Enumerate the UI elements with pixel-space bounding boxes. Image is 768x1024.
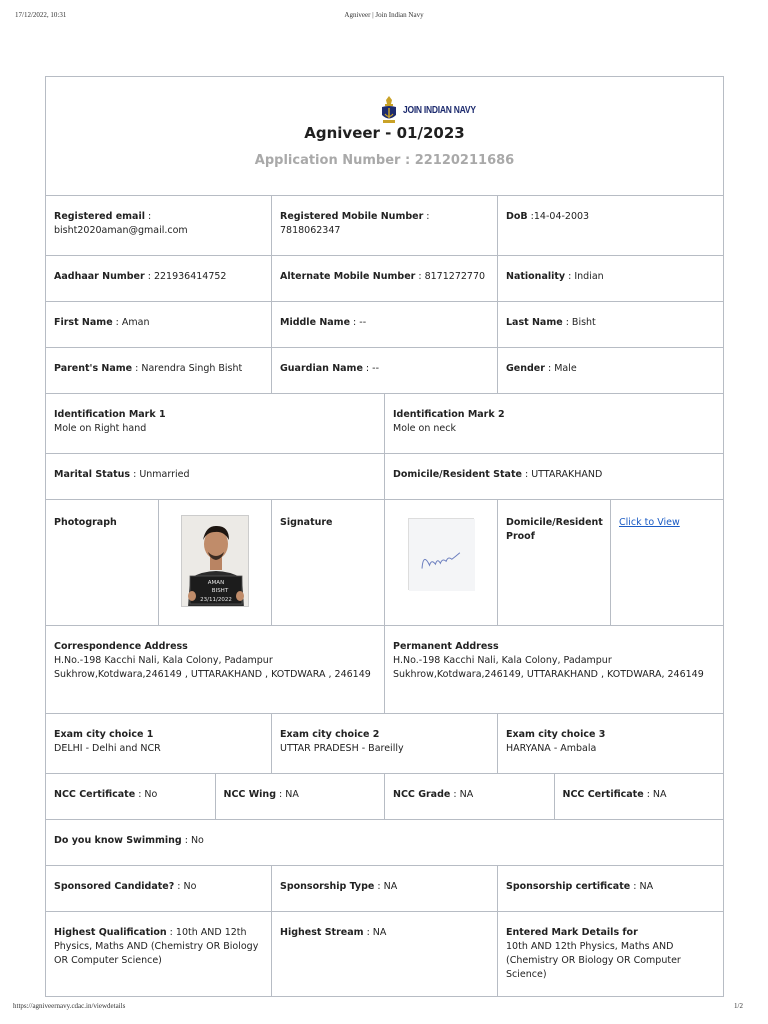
row-identity [46, 256, 723, 302]
field-registered-email: Registered email : bisht2020aman@gmail.com [46, 196, 272, 255]
signature-image [409, 519, 475, 591]
svg-text:BISHT: BISHT [211, 588, 229, 594]
row-photo-signature [46, 500, 723, 626]
photograph [159, 500, 272, 625]
field-swimming: Do you know Swimming : No [54, 835, 204, 846]
row-addresses [46, 626, 723, 714]
field-registered-mobile: Registered Mobile Number : 7818062347 [272, 196, 498, 255]
field-parent-name: Parent's Name : Narendra Singh Bisht [46, 348, 272, 393]
field-signature-label: Signature [272, 500, 385, 625]
row-identification-marks [46, 394, 723, 454]
row-contact [46, 196, 723, 256]
application-number: Application Number : 22120211686 [254, 153, 515, 168]
page-title: Agniveer - 01/2023 [304, 124, 465, 142]
field-first-name: First Name : Aman [46, 302, 272, 347]
candidate-photo-image [182, 516, 249, 607]
print-header [0, 11, 768, 23]
print-datetime: 17/12/2022, 10:31 [15, 11, 67, 19]
field-dob: DoB :14-04-2003 [506, 211, 590, 222]
row-swimming [46, 820, 723, 866]
click-to-view-link[interactable]: Click to View [619, 517, 680, 528]
candidate-photo [181, 515, 249, 607]
field-aadhaar: Aadhaar Number : 221936414752 [46, 256, 272, 301]
navy-crest-icon [379, 95, 399, 125]
field-correspondence-address: Correspondence Address H.No.-198 Kacchi Nali, Kala Colony, Padampur Sukhrow,Kotdwara,246149 , UTTARAKHAND , KOTDWARA , 246149 [46, 626, 385, 713]
print-url: https://agniveernavy.cdac.in/viewdetails [13, 1002, 126, 1010]
field-alt-mobile: Alternate Mobile Number : 8171272770 [272, 256, 498, 301]
field-highest-qualification: Highest Qualification : 10th AND 12th Physics, Maths AND (Chemistry OR Biology OR Computer Science) [46, 912, 272, 996]
print-footer [0, 1002, 768, 1014]
logo-text: JOIN INDIAN NAVY [403, 104, 476, 116]
field-sponsorship-type: Sponsorship Type : NA [272, 866, 498, 911]
svg-text:AMAN: AMAN [207, 580, 225, 586]
field-exam-city-3: Exam city choice 3 HARYANA - Ambala [506, 729, 606, 754]
field-last-name: Last Name : Bisht [506, 317, 596, 328]
row-sponsorship [46, 866, 723, 912]
field-gender: Gender : Male [506, 363, 577, 374]
print-doc-title: Agniveer | Join Indian Navy [344, 11, 424, 19]
field-ncc-certificate: NCC Certificate : No [46, 774, 216, 819]
row-ncc [46, 774, 723, 820]
domicile-proof [611, 500, 722, 625]
row-marital-domicile [46, 454, 723, 500]
field-exam-city-1: Exam city choice 1 DELHI - Delhi and NCR [46, 714, 272, 773]
application-header [46, 77, 723, 196]
field-nationality: Nationality : Indian [506, 271, 604, 282]
field-exam-city-2: Exam city choice 2 UTTAR PRADESH - Bareilly [272, 714, 498, 773]
field-ncc-certificate-2: NCC Certificate : NA [562, 789, 667, 800]
field-domicile-state: Domicile/Resident State : UTTARAKHAND [393, 469, 603, 480]
field-entered-marks: Entered Mark Details for 10th AND 12th Physics, Maths AND (Chemistry OR Biology OR Computer Science) [506, 927, 681, 980]
field-identification-mark-2: Identification Mark 2 Mole on neck [393, 409, 505, 434]
field-ncc-grade: NCC Grade : NA [385, 774, 555, 819]
candidate-signature [408, 518, 474, 590]
field-middle-name: Middle Name : -- [272, 302, 498, 347]
field-identification-mark-1: Identification Mark 1 Mole on Right hand [46, 394, 385, 453]
field-guardian-name: Guardian Name : -- [272, 348, 498, 393]
field-marital-status: Marital Status : Unmarried [46, 454, 385, 499]
field-domicile-proof-label: Domicile/Resident Proof [498, 500, 611, 625]
navy-logo [379, 94, 489, 126]
field-sponsorship-certificate: Sponsorship certificate : NA [506, 881, 654, 892]
row-family [46, 348, 723, 394]
row-qualification [46, 912, 723, 996]
row-exam-cities [46, 714, 723, 774]
signature [385, 500, 498, 625]
row-name [46, 302, 723, 348]
field-highest-stream: Highest Stream : NA [272, 912, 498, 996]
field-permanent-address: Permanent Address H.No.-198 Kacchi Nali, Kala Colony, Padampur Sukhrow,Kotdwara,246149, UTTARAKHAND , KOTDWARA, 246149 [393, 641, 704, 680]
field-sponsored-candidate: Sponsored Candidate? : No [46, 866, 272, 911]
application-sheet [45, 76, 724, 997]
svg-text:23/11/2022: 23/11/2022 [200, 597, 232, 603]
print-page-number: 1/2 [734, 1002, 743, 1010]
field-photograph-label: Photograph [46, 500, 159, 625]
field-ncc-wing: NCC Wing : NA [216, 774, 386, 819]
